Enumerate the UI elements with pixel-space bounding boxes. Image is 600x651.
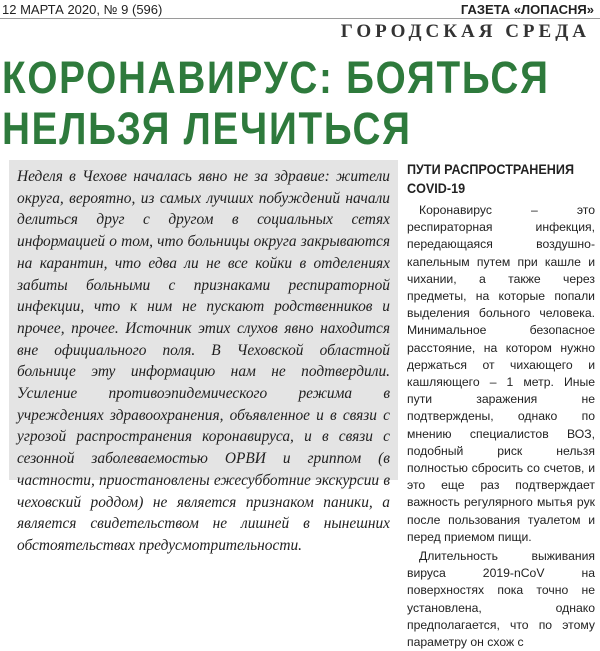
sidebar-column	[407, 160, 595, 651]
lead-box	[9, 160, 398, 554]
sidebar-subheading: ПУТИ РАСПРОСТРАНЕНИЯ COVID-19	[407, 161, 575, 196]
section-rubric: ГОРОДСКАЯ СРЕДА	[340, 21, 590, 42]
headline-line-2: НЕЛЬЗЯ ЛЕЧИТЬСЯ	[2, 103, 412, 154]
issue-date: 12 МАРТА 2020, № 9 (596)	[2, 2, 163, 17]
lead-text: Неделя в Чехове началась явно не за здравие: жители округа, вероятно, из самых лучших побуждений начали делиться друг с другом в социальных сетях информацией о том, что больницы округа закрываются на карантин, что едва ли не все койки в отделениях забиты больными с признаками респираторной инфекции, что к ним не пускают родственников и прочее, прочее. Источник этих слухов явно находится вне официального поля. В Чеховской областной больнице эту информацию нам не подтвердили. Усиление противоэпидемического режима в учреждениях здравоохранения, объявленное и в связи с угрозой распространения коронавируса, и в связи с сезонной заболеваемостью ОРВИ и гриппом (в частности, приостановлены ежесубботние экскурсии в чеховский роддом) не является признаком паники, а является свидетельством не лишней в нынешних обстоятельствах предусмотрительности.	[17, 168, 390, 554]
newspaper-name: ГАЗЕТА «ЛОПАСНЯ»	[460, 2, 594, 17]
headline-line-1: КОРОНАВИРУС: БОЯТЬСЯ	[2, 52, 550, 103]
sidebar-paragraph-1: Коронавирус – это респираторная инфекция, передающаяся воздушно-капельным путем при кашле и чихании, а также через предметы, на которые попали выделения больного человека. Минимальное безопасное расстояние, на котором нужно держаться от чихающего и кашляющего – 1 метр. Иные пути заражения не подтверждены, однако по мнению специалистов ВОЗ, подобный риск нельзя полностью сбросить со счетов, и это еще раз подтверждает важность регулярного мытья рук после пользования туалетом и перед приемом пищи.	[407, 203, 595, 544]
page-header	[0, 0, 600, 19]
sidebar-paragraph-2: Длительность выживания вируса 2019-nCoV на поверхностях пока точно не установлена, однако предполагается, что по этому параметру он схож с	[407, 549, 595, 650]
article-headline	[2, 52, 550, 154]
